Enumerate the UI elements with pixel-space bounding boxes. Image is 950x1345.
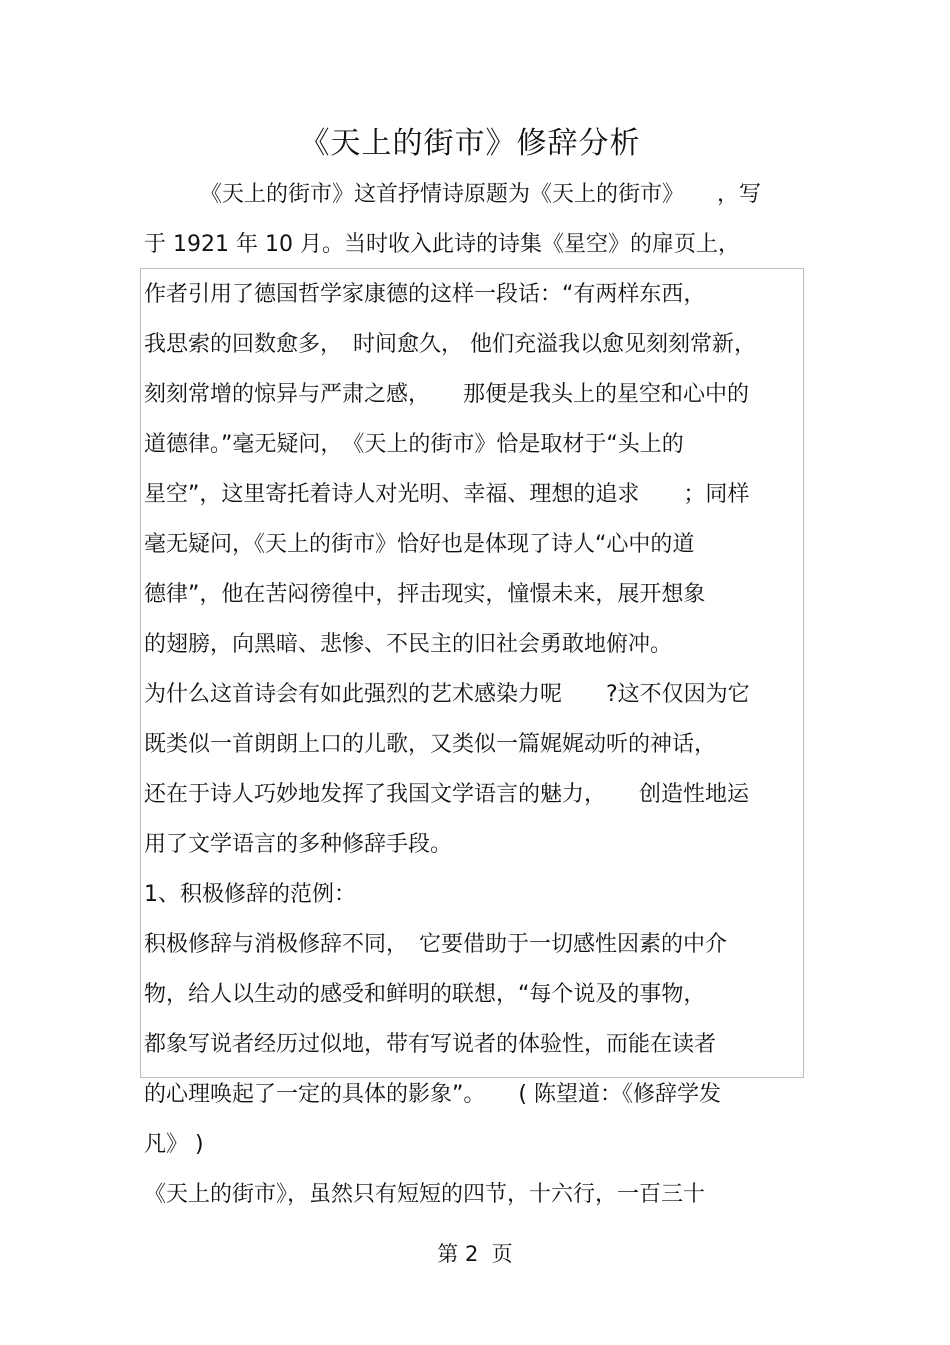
- text-line: 《天上的街市》，虽然只有短短的四节，十六行，一百三十: [144, 1182, 706, 1207]
- text-line: 积极修辞与消极修辞不同， 它要借助于一切感性因素的中介: [144, 932, 728, 957]
- text-line: 既类似一首朗朗上口的儿歌，又类似一篇娓娓动听的神话，: [144, 732, 717, 757]
- page-number: 第 2 页: [437, 1242, 513, 1266]
- text-line: 为什么这首诗会有如此强烈的艺术感染力呢 ?这不仅因为它: [144, 682, 750, 707]
- text-line: 《天上的街市》这首抒情诗原题为《天上的街市》 ，写: [200, 182, 762, 207]
- text-line: 作者引用了德国哲学家康德的这样一段话：“有两样东西，: [144, 282, 706, 307]
- text-line: 都象写说者经历过似地，带有写说者的体验性，而能在读者: [144, 1032, 717, 1057]
- text-line: 于 1921 年 10 月。当时收入此诗的诗集《星空》的扉页上，: [144, 232, 740, 257]
- document-title: 《天上的街市》修辞分析: [299, 126, 641, 161]
- text-line: 我思索的回数愈多， 时间愈久， 他们充溢我以愈见刻刻常新，: [144, 332, 756, 357]
- text-line: 刻刻常增的惊异与严肃之感， 那便是我头上的星空和心中的: [144, 382, 750, 407]
- text-line: 德律”，他在苦闷徬徨中，抨击现实，憧憬未来，展开想象: [144, 582, 706, 607]
- text-line: 的心理唤起了一定的具体的影象”。 ( 陈望道：《修辞学发: [144, 1082, 721, 1107]
- text-line: 道德律。”毫无疑问， 《天上的街市》恰是取材于“头上的: [144, 432, 684, 457]
- text-line: 星空”，这里寄托着诗人对光明、幸福、理想的追求 ；同样: [144, 482, 750, 507]
- text-line: 的翅膀，向黑暗、悲惨、不民主的旧社会勇敢地俯冲。: [144, 632, 673, 657]
- text-line: 用了文学语言的多种修辞手段。: [144, 832, 453, 857]
- text-line: 凡》 ): [144, 1132, 204, 1157]
- text-line: 物，给人以生动的感受和鲜明的联想，“每个说及的事物，: [144, 982, 706, 1007]
- text-line: 1、积极修辞的范例：: [144, 882, 356, 907]
- text-line: 还在于诗人巧妙地发挥了我国文学语言的魅力， 创造性地运: [144, 782, 750, 807]
- text-line: 毫无疑问，《天上的街市》恰好也是体现了诗人“心中的道: [144, 532, 695, 557]
